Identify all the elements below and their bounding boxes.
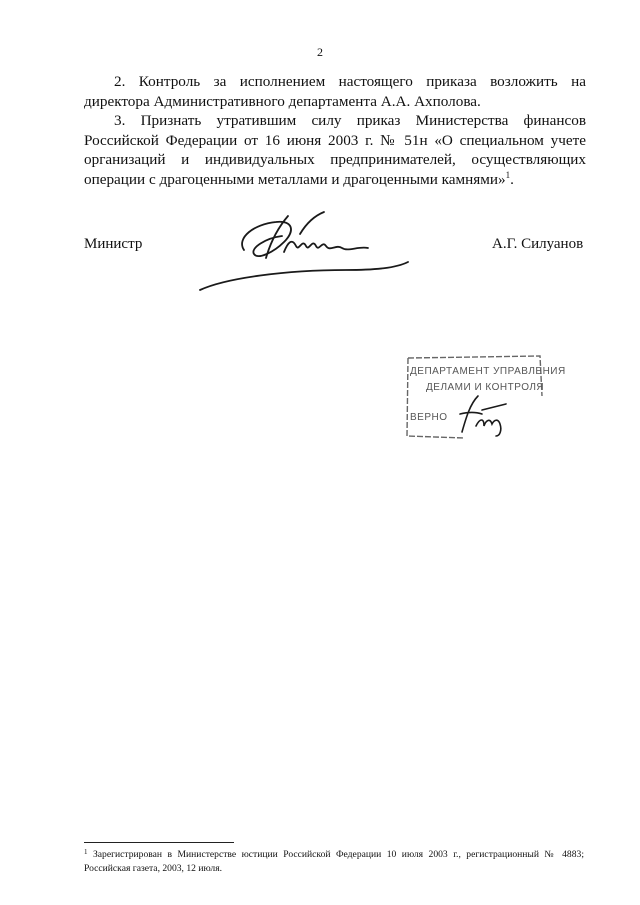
page-number: 2 bbox=[317, 45, 323, 59]
paragraph-control: 2. Контроль за исполнением настоящего приказа возложить на директора Административного департамента А.А. Ахполова. bbox=[84, 73, 586, 110]
signer-name: А.Г. Силуанов bbox=[492, 236, 584, 252]
certification-stamp bbox=[404, 352, 566, 442]
paragraph-repeal: 3. Признать утратившим силу приказ Министерства финансов Российской Федерации от 16 июня 2003 г. № 51н «О специальном учете организаций и индивидуальных предпринимателей, осуществляющих операции с драгоценными металлами и драгоценными камнями»$^1$. bbox=[84, 112, 586, 188]
stamp-line-3: ВЕРНО bbox=[410, 412, 448, 423]
body-text bbox=[84, 72, 586, 190]
footnote-divider bbox=[84, 842, 234, 843]
footnote-marker: 1 bbox=[84, 848, 88, 856]
signer-title: Министр bbox=[84, 236, 143, 252]
signature-icon bbox=[196, 208, 426, 294]
stamp-line-2: ДЕЛАМИ И КОНТРОЛЯ bbox=[426, 382, 545, 393]
stamp-line-1: ДЕПАРТАМЕНТ УПРАВЛЕНИЯ bbox=[410, 366, 566, 377]
footnote bbox=[84, 848, 584, 876]
footnote-text: Зарегистрирован в Министерстве юстиции Российской Федерации 10 июля 2003 г., регистрационный № 4883; Российская газета, 2003, 12 июля. bbox=[84, 849, 584, 874]
stamp-signature-icon bbox=[452, 392, 512, 438]
footnote-reference: 1 bbox=[505, 169, 511, 180]
